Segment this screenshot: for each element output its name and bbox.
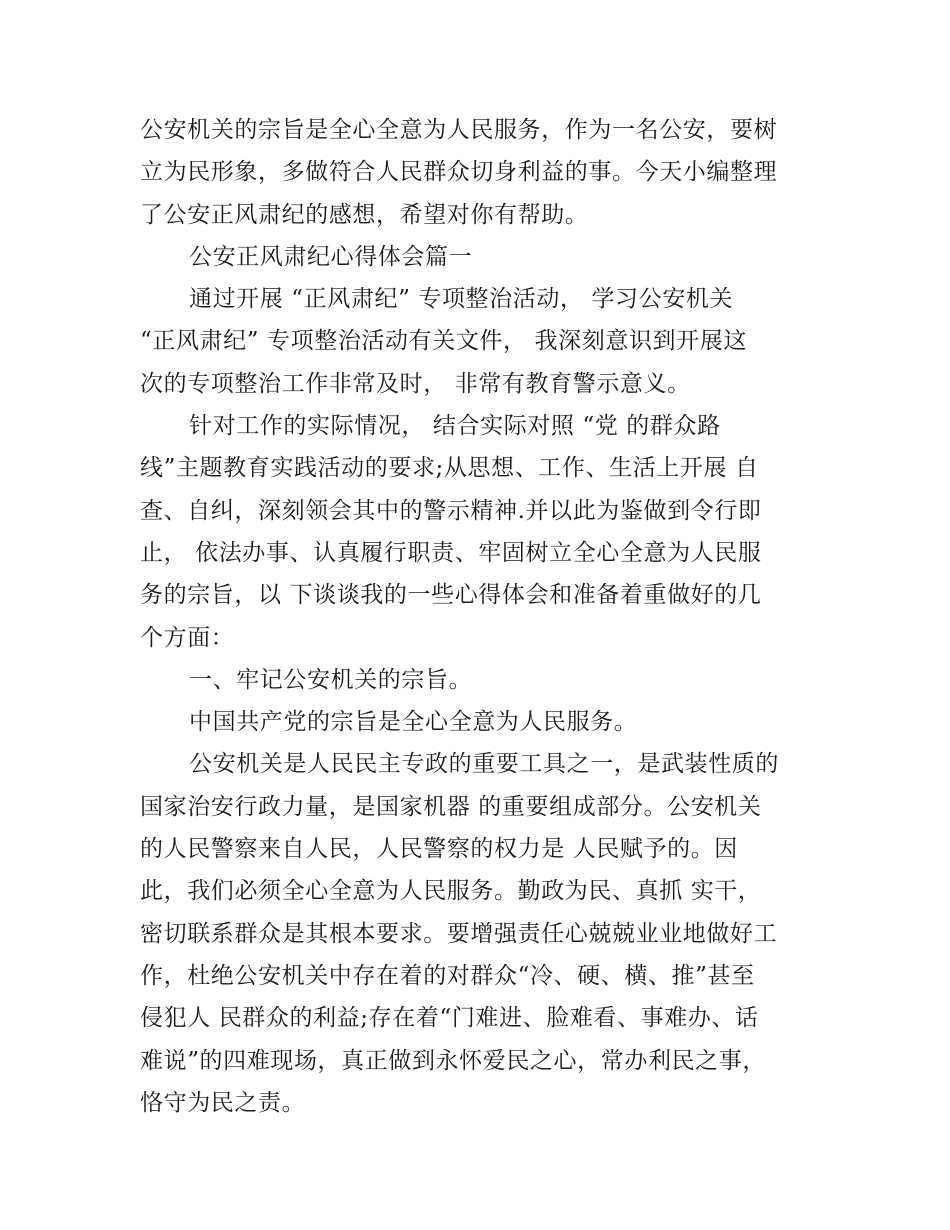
text-line: 立为民形象，多做符合人民群众切身利益的事。今天小编整理 bbox=[140, 159, 778, 186]
text-line: 国家治安行政力量，是国家机器 的重要组成部分。公安机关 bbox=[140, 793, 762, 820]
text-line: 通过开展 “正风肃纪” 专项整治活动， 学习公安机关 bbox=[189, 286, 734, 313]
text-line: 次的专项整治工作非常及时， 非常有教育警示意义。 bbox=[140, 370, 691, 397]
text-line: 查、自纠，深刻领会其中的警示精神.并以此为鉴做到令行即 bbox=[140, 497, 762, 524]
text-line: 务的宗旨，以 下谈谈我的一些心得体会和准备着重做好的几 bbox=[140, 582, 762, 609]
text-line: 恪守为民之责。 bbox=[140, 1089, 306, 1116]
text-line: 作，杜绝公安机关中存在着的对群众“冷、硬、横、推”甚至 bbox=[140, 962, 755, 989]
text-line: 密切联系群众是其根本要求。要增强责任心兢兢业业地做好工 bbox=[140, 920, 778, 947]
text-line: 针对工作的实际情况， 结合实际对照 “党 的群众路 bbox=[189, 413, 721, 440]
document-body bbox=[140, 109, 820, 1124]
text-line: 个方面： bbox=[140, 624, 235, 651]
text-line: 了公安正风肃纪的感想，希望对你有帮助。 bbox=[140, 201, 589, 228]
text-line: 公安正风肃纪心得体会篇一 bbox=[189, 243, 473, 270]
text-line: 止， 依法办事、认真履行职责、牢固树立全心全意为人民服 bbox=[140, 539, 762, 566]
text-line: 一、牢记公安机关的宗旨。 bbox=[189, 666, 473, 693]
text-line: 此，我们必须全心全意为人民服务。勤政为民、真抓 实干， bbox=[140, 878, 762, 905]
text-line: “正风肃纪” 专项整治活动有关文件， 我深刻意识到开展这 bbox=[140, 328, 747, 355]
text-line: 侵犯人 民群众的利益;存在着“门难进、脸难看、事难办、话 bbox=[140, 1005, 759, 1032]
text-line: 中国共产党的宗旨是全心全意为人民服务。 bbox=[189, 709, 638, 736]
text-line: 公安机关的宗旨是全心全意为人民服务，作为一名公安，要树 bbox=[140, 117, 778, 143]
text-line: 线”主题教育实践活动的要求;从思想、工作、生活上开展 自 bbox=[140, 455, 759, 482]
text-line: 公安机关是人民民主专政的重要工具之一，是武装性质的 bbox=[189, 751, 779, 778]
text-line: 难说”的四难现场，真正做到永怀爱民之心，常办利民之事， bbox=[140, 1047, 766, 1074]
text-line: 的人民警察来自人民，人民警察的权力是 人民赋予的。因 bbox=[140, 836, 738, 863]
